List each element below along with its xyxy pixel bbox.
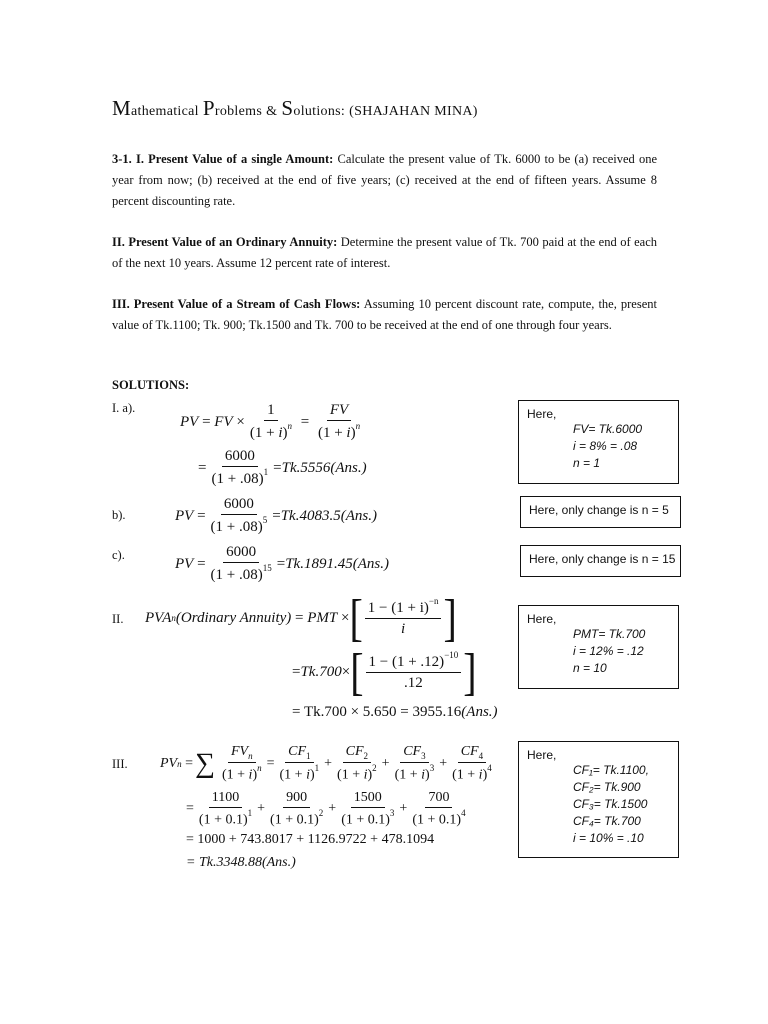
eq-stream-result: = Tk.3348.88 (Ans.) [186, 855, 296, 870]
eq-stream-values: = $\frac{1100}{(1 + 0.1)^1}$ + $\frac{900}{(1 + 0.1)^2}$ + $\frac{1500}{(1 + 0.1)^3}$ + $\frac{700}{(1 + 0.1)^4}$ [186, 790, 466, 828]
eq-pv-formula: PV = FV × $\frac{1}{(1 + i)^n}$ = $\frac{FV}{(1 + i)^n}$ [180, 402, 361, 441]
page-title: Mathematical Problems & Solutions: (SHAJAHAN MINA) [112, 96, 478, 120]
eq-annuity-formula: PVA n (Ordinary Annuity) = PMT × [ $\frac{1 - (1 + i)^{-n}}{i}$ ] [145, 588, 457, 647]
problem-1: 3-1. I. Present Value of a single Amount: Calculate the present value of Tk. 6000 to be (a) received one year from now; (b) received at the end of five years; (c) received at the end of fifteen years. Assume 8 percent discounting rate. [112, 152, 657, 208]
eq-1a-result: = $\frac{6000}{(1 + .08)^1}$ = Tk.5556 (Ans.) [198, 448, 367, 487]
label-1a: I. a). [112, 401, 136, 415]
problem-2: II. Present Value of an Ordinary Annuity: Determine the present value of Tk. 700 paid at the end of each of the next 10 years. Assume 12 percent rate of interest. [112, 235, 657, 270]
problem-3: III. Present Value of a Stream of Cash Flows: Assuming 10 percent discount rate, compute, the, present value of Tk.1100; Tk. 900; Tk.1500 and Tk. 700 to be received at the end of one through four years. [112, 297, 657, 332]
eq-stream-formula: PV n = ∑ $\frac{FV_n}{(1 + i)^n}$ = $\frac{CF_1}{(1 + i)^1}$ + $\frac{CF_2}{(1 + i)^2}$ + $\frac{CF_3}{(1 + i)^3}$ + $\frac{CF_4}{(1 + i)^4}$ [160, 744, 492, 783]
label-2: II. [112, 612, 124, 626]
given-box-3: Here, only change is n = 15 [520, 545, 681, 577]
label-3: III. [112, 757, 128, 771]
label-b: b). [112, 508, 126, 522]
given-box-5: Here, CF₁= Tk.1100, CF₂= Tk.900 CF₃= Tk.1500 CF₄= Tk.700 i = 10% = .10 [518, 741, 679, 858]
solutions-heading: SOLUTIONS: [112, 378, 190, 392]
given-box-1: Here, FV= Tk.6000 i = 8% = .08 n = 1 [518, 400, 679, 484]
eq-b: PV = $\frac{6000}{(1 + .08)^5}$ = Tk.4083.5 (Ans.) [175, 496, 377, 535]
eq-stream-sum: = 1000 + 743.8017 + 1126.9722 + 478.1094 [186, 832, 435, 847]
eq-annuity-step: = Tk.700 × [ $\frac{1 - (1 + .12)^{-10}}{.12}$ ] [292, 642, 477, 701]
label-c: c). [112, 548, 125, 562]
given-box-4: Here, PMT= Tk.700 i = 12% = .12 n = 10 [518, 605, 679, 689]
eq-annuity-result: = Tk.700 × 5.650 = 3955.16 (Ans.) [292, 704, 498, 720]
given-box-2: Here, only change is n = 5 [520, 496, 681, 528]
author: (SHAJAHAN MINA) [349, 104, 478, 119]
eq-c: PV = $\frac{6000}{(1 + .08)^{15}}$ = Tk.1891.45 (Ans.) [175, 544, 389, 583]
